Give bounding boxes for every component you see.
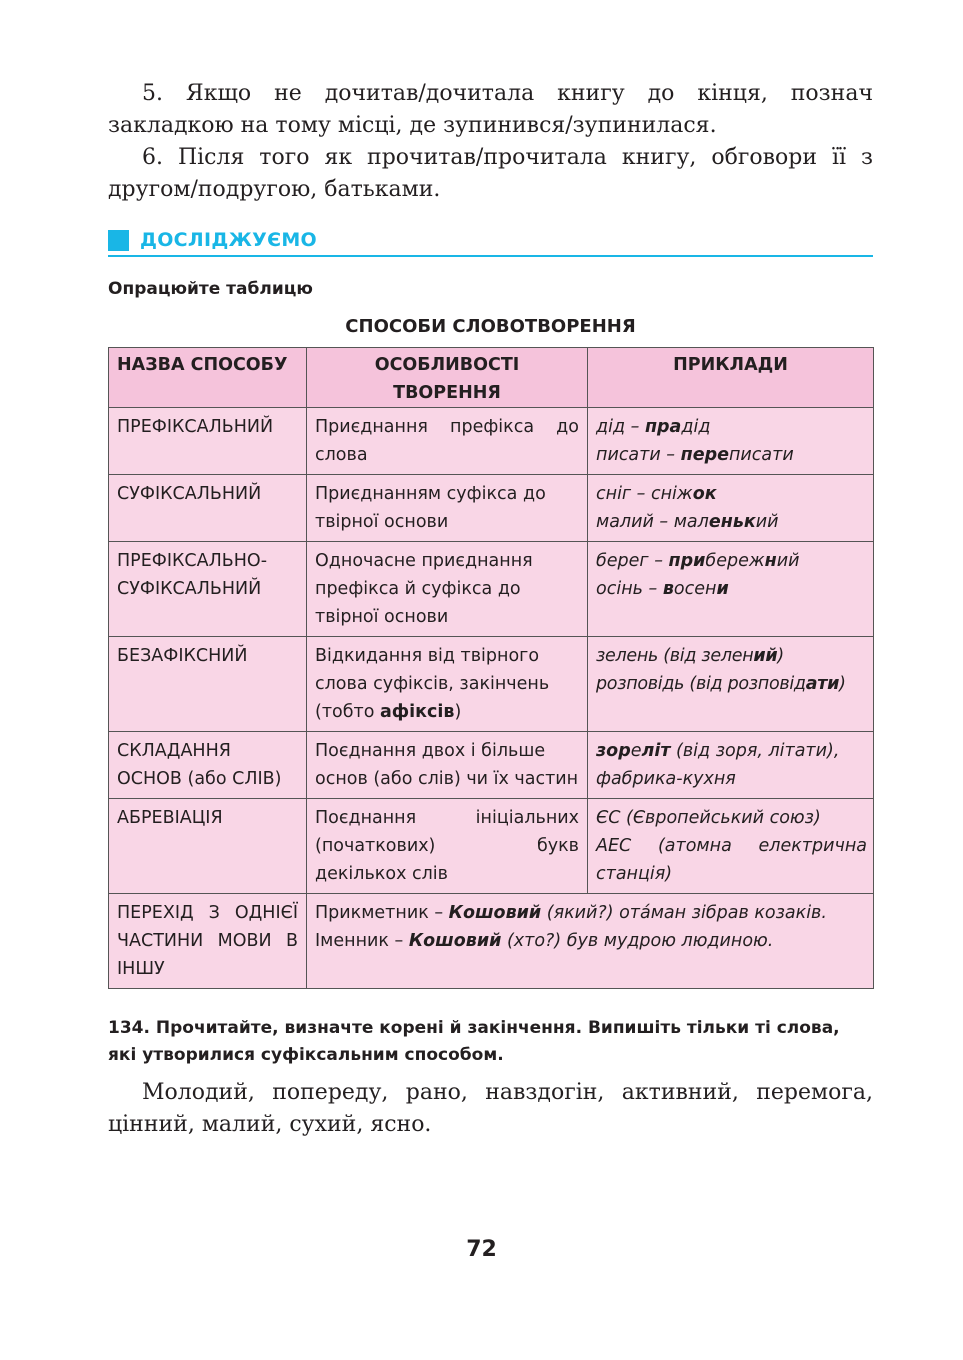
table-header-row [109,348,874,408]
example-part: береж [705,551,765,571]
feature-part: Відкидання від твірного слова суфіксів, закінчень (тобто [315,646,550,722]
example-part: сніг – сніж [596,484,693,504]
merged-example-part: (хто?) був мудрою людиною. [501,931,774,951]
example-part: дід [681,417,711,437]
example-part: (від зоря, літати), [670,741,840,761]
example-highlight: в [662,579,674,599]
table-row [109,732,874,799]
exercise-instruction [108,1015,873,1069]
example-highlight: и [716,579,729,599]
method-feature: Поєднання двох і більше основ (або слів) чи їх частин [307,732,588,799]
paragraph-6: 6. Після того як прочитав/прочитала книгу, обговори її з другом/подругою, батьками. [108,145,873,202]
example-part: е [630,741,642,761]
example-line [596,413,865,441]
merged-example-highlight: Кошовий [448,903,542,923]
example-part: дід – [596,417,645,437]
example-line [596,575,865,603]
exercise-text: Молодий, попереду, рано, навздогін, активний, перемога, цінний, малий, сухий, ясно. [108,1080,873,1137]
table-row [109,542,874,637]
example-part: ЄС (Європейський союз) [596,808,821,828]
example-line [596,441,865,469]
example-part: осінь – [596,579,663,599]
example-highlight: ий [753,646,778,666]
table-row [109,408,874,475]
example-highlight: при [668,551,706,571]
example-part: фабрика-кухня [596,769,736,789]
table-row [109,799,874,894]
page-number: 72 [466,1237,497,1262]
method-name: ПРЕФІКСАЛЬНИЙ [109,408,307,475]
example-part: ий [755,512,779,532]
example-line [596,832,867,888]
example-part: писати – [596,445,681,465]
example-highlight: пра [644,417,682,437]
merged-example-highlight: Кошовий [408,931,502,951]
method-name: ПЕРЕХІД З ОДНІЄЇ ЧАСТИНИ МОВИ В ІНШУ [109,894,307,989]
example-highlight: літ [641,741,671,761]
method-merged-examples [307,894,874,989]
example-line [596,804,867,832]
header-features: ОСОБЛИВОСТІ ТВОРЕННЯ [307,348,588,408]
merged-example-part: Іменник – [315,931,409,951]
method-name: ПРЕФІКСАЛЬНО-СУФІКСАЛЬНИЙ [109,542,307,637]
example-line [596,547,865,575]
method-feature: Приєднання префікса до слова [307,408,588,475]
example-part: берег – [596,551,669,571]
example-part: ) [777,646,784,666]
table-row [109,894,874,989]
merged-example-part: (який?) ота́ман зібрав козаків. [541,903,827,923]
example-part: ) [839,674,846,694]
method-name: БЕЗАФІКСНИЙ [109,637,307,732]
example-highlight: ати [805,674,840,694]
method-examples [588,637,874,732]
example-highlight: еньк [708,512,756,532]
section-square-icon [108,230,129,251]
example-part: ий [776,551,800,571]
example-line [596,642,865,670]
section-header [108,229,873,257]
example-highlight: зор [596,741,631,761]
page-content [108,78,873,1141]
merged-example-part: Прикметник – [315,903,449,923]
method-examples [588,408,874,475]
method-feature: Одночасне приєднання префікса й суфікса до твірної основи [307,542,588,637]
example-highlight: ок [692,484,717,504]
table-row [109,637,874,732]
paragraph-5: 5. Якщо не дочитав/дочитала книгу до кінця, познач закладкою на тому місці, де зупинився/зупинилася. [108,81,873,138]
example-line [596,480,865,508]
method-examples [588,799,874,894]
method-name: СУФІКСАЛЬНИЙ [109,475,307,542]
section-title: ДОСЛІДЖУЄМО [140,229,317,251]
method-feature [307,637,588,732]
method-examples [588,732,874,799]
method-name: СКЛАДАННЯ ОСНОВ (або СЛІВ) [109,732,307,799]
method-name: АБРЕВІАЦІЯ [109,799,307,894]
example-highlight: пере [680,445,729,465]
example-line [596,737,865,765]
example-part: розповідь (від розповід [596,674,806,694]
example-line [596,670,865,698]
task-title: Опрацюйте таблицю [108,279,313,299]
method-examples [588,475,874,542]
example-part: писати [728,445,794,465]
merged-example-line [315,927,865,955]
exercise-number: 134. [108,1018,150,1038]
table-row [109,475,874,542]
example-line [596,765,865,793]
feature-part: ) [454,702,462,722]
example-part: зелень (від зелен [596,646,754,666]
method-feature: Поєднання ініціальних (початкових) букв декількох слів [307,799,588,894]
merged-example-line [315,899,865,927]
header-method-name: НАЗВА СПОСОБУ [109,348,307,408]
method-examples [588,542,874,637]
example-part: АЕС (атомна електрична станція) [596,836,867,884]
word-formation-table [108,347,874,989]
table-title: СПОСОБИ СЛОВОТВОРЕННЯ [345,316,636,337]
exercise-instruction-text: Прочитайте, визначте корені й закінчення. Випишіть тільки ті слова, які утворилися суфіксальним способом. [108,1018,840,1065]
example-part: осен [673,579,717,599]
example-part: малий – мал [596,512,709,532]
method-feature: Приєднанням суфікса до твірної основи [307,475,588,542]
feature-highlight: афіксів [379,702,455,722]
example-line [596,508,865,536]
example-highlight: н [764,551,777,571]
header-examples: ПРИКЛАДИ [588,348,874,408]
